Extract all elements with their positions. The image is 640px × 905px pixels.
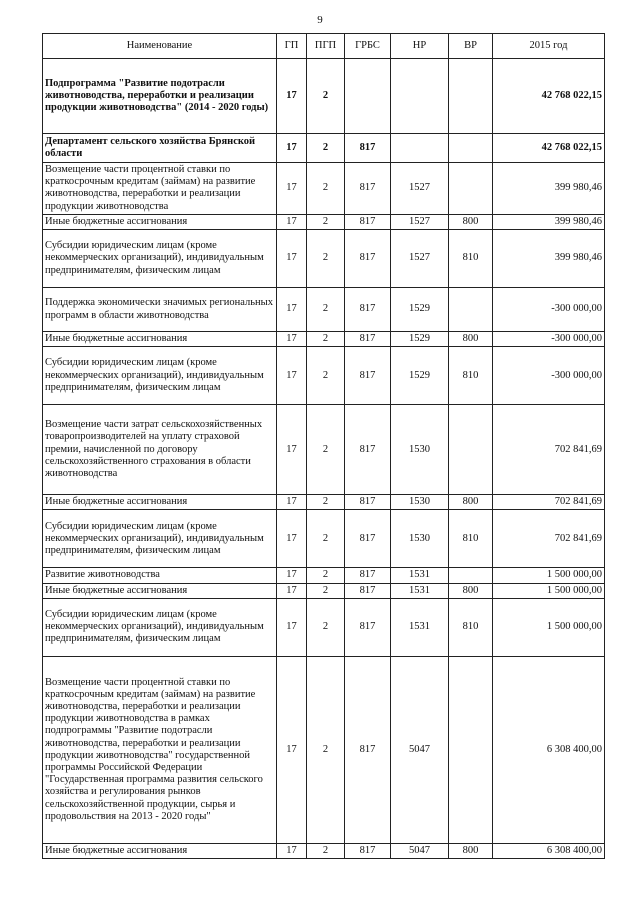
cell-pgp: 2	[307, 843, 345, 858]
cell-pgp: 2	[307, 332, 345, 347]
cell-amount: -300 000,00	[493, 288, 605, 332]
cell-amount: 42 768 022,15	[493, 59, 605, 134]
table-body	[43, 59, 605, 859]
cell-name: Поддержка экономически значимых региональных программ в области животноводства	[43, 288, 277, 332]
cell-nr: 1530	[391, 495, 449, 510]
table-row	[43, 163, 605, 215]
table-row	[43, 510, 605, 568]
cell-gp: 17	[277, 214, 307, 229]
column-header-name: Наименование	[43, 34, 277, 59]
column-header-year: 2015 год	[493, 34, 605, 59]
cell-gp: 17	[277, 405, 307, 495]
cell-gp: 17	[277, 510, 307, 568]
cell-pgp: 2	[307, 495, 345, 510]
cell-amount: 1 500 000,00	[493, 598, 605, 656]
cell-grbs: 817	[345, 656, 391, 843]
cell-gp: 17	[277, 495, 307, 510]
page-number: 9	[317, 14, 323, 26]
cell-vr	[449, 405, 493, 495]
cell-nr: 1530	[391, 510, 449, 568]
cell-nr: 1531	[391, 568, 449, 583]
cell-grbs: 817	[345, 495, 391, 510]
cell-vr: 810	[449, 598, 493, 656]
cell-amount: 42 768 022,15	[493, 134, 605, 163]
cell-vr	[449, 163, 493, 215]
cell-grbs: 817	[345, 230, 391, 288]
cell-nr: 1527	[391, 163, 449, 215]
cell-gp: 17	[277, 598, 307, 656]
cell-nr: 1531	[391, 583, 449, 598]
cell-name: Развитие животноводства	[43, 568, 277, 583]
cell-amount: 702 841,69	[493, 510, 605, 568]
cell-grbs: 817	[345, 134, 391, 163]
cell-grbs: 817	[345, 347, 391, 405]
cell-amount: 702 841,69	[493, 405, 605, 495]
cell-pgp: 2	[307, 568, 345, 583]
cell-vr	[449, 59, 493, 134]
cell-gp: 17	[277, 843, 307, 858]
column-header-vr: ВР	[449, 34, 493, 59]
table-header	[43, 34, 605, 59]
cell-vr: 800	[449, 583, 493, 598]
cell-amount: 399 980,46	[493, 214, 605, 229]
cell-nr: 1530	[391, 405, 449, 495]
table-row	[43, 405, 605, 495]
column-header-grbs: ГРБС	[345, 34, 391, 59]
cell-amount: 702 841,69	[493, 495, 605, 510]
cell-vr	[449, 568, 493, 583]
cell-amount: 1 500 000,00	[493, 568, 605, 583]
cell-name: Возмещение части процентной ставки по краткосрочным кредитам (займам) на развитие животноводства, переработки и реализации продукции животноводства	[43, 163, 277, 215]
cell-grbs: 817	[345, 598, 391, 656]
cell-grbs: 817	[345, 843, 391, 858]
cell-gp: 17	[277, 332, 307, 347]
cell-gp: 17	[277, 230, 307, 288]
column-header-nr: НР	[391, 34, 449, 59]
cell-gp: 17	[277, 656, 307, 843]
cell-pgp: 2	[307, 405, 345, 495]
column-header-pgp: ПГП	[307, 34, 345, 59]
cell-name: Иные бюджетные ассигнования	[43, 495, 277, 510]
cell-nr: 1529	[391, 347, 449, 405]
cell-grbs: 817	[345, 288, 391, 332]
cell-grbs: 817	[345, 510, 391, 568]
cell-name: Субсидии юридическим лицам (кроме некоммерческих организаций), индивидуальным предпринимателям, физическим лицам	[43, 230, 277, 288]
cell-nr: 1529	[391, 288, 449, 332]
table-row	[43, 656, 605, 843]
cell-amount: -300 000,00	[493, 347, 605, 405]
cell-gp: 17	[277, 583, 307, 598]
cell-pgp: 2	[307, 656, 345, 843]
cell-gp: 17	[277, 568, 307, 583]
table-row	[43, 214, 605, 229]
cell-amount: -300 000,00	[493, 332, 605, 347]
cell-grbs: 817	[345, 568, 391, 583]
table-row	[43, 59, 605, 134]
budget-table	[42, 33, 605, 859]
cell-vr	[449, 134, 493, 163]
column-header-gp: ГП	[277, 34, 307, 59]
cell-grbs: 817	[345, 214, 391, 229]
cell-amount: 1 500 000,00	[493, 583, 605, 598]
cell-pgp: 2	[307, 510, 345, 568]
cell-amount: 399 980,46	[493, 163, 605, 215]
cell-name: Возмещение части затрат сельскохозяйственных товаропроизводителей на уплату страховой премии, начисленной по договору сельскохозяйственного страхования в области животноводства	[43, 405, 277, 495]
cell-nr: 1529	[391, 332, 449, 347]
cell-vr	[449, 288, 493, 332]
cell-gp: 17	[277, 59, 307, 134]
cell-name: Иные бюджетные ассигнования	[43, 214, 277, 229]
table-row	[43, 288, 605, 332]
cell-gp: 17	[277, 347, 307, 405]
table-row	[43, 568, 605, 583]
cell-pgp: 2	[307, 347, 345, 405]
table-row	[43, 230, 605, 288]
table-row	[43, 843, 605, 858]
cell-name: Иные бюджетные ассигнования	[43, 332, 277, 347]
table-row	[43, 332, 605, 347]
cell-nr: 1527	[391, 214, 449, 229]
cell-nr	[391, 134, 449, 163]
cell-nr: 1527	[391, 230, 449, 288]
cell-amount: 6 308 400,00	[493, 656, 605, 843]
cell-vr: 800	[449, 495, 493, 510]
cell-nr: 5047	[391, 656, 449, 843]
cell-grbs: 817	[345, 163, 391, 215]
table-row	[43, 583, 605, 598]
cell-grbs: 817	[345, 332, 391, 347]
cell-grbs: 817	[345, 583, 391, 598]
cell-name: Подпрограмма "Развитие подотрасли животноводства, переработки и реализации продукции животноводства" (2014 - 2020 годы)	[43, 59, 277, 134]
cell-vr: 800	[449, 332, 493, 347]
cell-pgp: 2	[307, 59, 345, 134]
cell-name: Иные бюджетные ассигнования	[43, 583, 277, 598]
cell-gp: 17	[277, 134, 307, 163]
cell-gp: 17	[277, 288, 307, 332]
table-row	[43, 495, 605, 510]
cell-pgp: 2	[307, 214, 345, 229]
cell-pgp: 2	[307, 134, 345, 163]
cell-gp: 17	[277, 163, 307, 215]
cell-amount: 6 308 400,00	[493, 843, 605, 858]
cell-name: Иные бюджетные ассигнования	[43, 843, 277, 858]
cell-nr	[391, 59, 449, 134]
cell-nr: 1531	[391, 598, 449, 656]
cell-vr: 800	[449, 843, 493, 858]
cell-vr: 810	[449, 230, 493, 288]
cell-pgp: 2	[307, 163, 345, 215]
table-row	[43, 598, 605, 656]
cell-grbs: 817	[345, 405, 391, 495]
cell-vr: 800	[449, 214, 493, 229]
cell-name: Департамент сельского хозяйства Брянской области	[43, 134, 277, 163]
cell-pgp: 2	[307, 230, 345, 288]
cell-grbs	[345, 59, 391, 134]
cell-pgp: 2	[307, 583, 345, 598]
table-row	[43, 134, 605, 163]
cell-name: Субсидии юридическим лицам (кроме некоммерческих организаций), индивидуальным предпринимателям, физическим лицам	[43, 598, 277, 656]
cell-amount: 399 980,46	[493, 230, 605, 288]
cell-name: Субсидии юридическим лицам (кроме некоммерческих организаций), индивидуальным предпринимателям, физическим лицам	[43, 510, 277, 568]
table-row	[43, 347, 605, 405]
cell-nr: 5047	[391, 843, 449, 858]
cell-pgp: 2	[307, 598, 345, 656]
cell-pgp: 2	[307, 288, 345, 332]
cell-name: Возмещение части процентной ставки по краткосрочным кредитам (займам) на развитие животноводства, переработки и реализации продукции животноводства в рамках подпрограммы "Развитие подотрасли животноводства, переработки и реализации продукции животноводства" государственной программы Российской Федерации "Государственная программа развития сельского хозяйства и регулирования рынков сельскохозяйственной продукции, сырья и продовольствия на 2013 - 2020 годы"	[43, 656, 277, 843]
cell-vr: 810	[449, 510, 493, 568]
cell-vr	[449, 656, 493, 843]
cell-vr: 810	[449, 347, 493, 405]
cell-name: Субсидии юридическим лицам (кроме некоммерческих организаций), индивидуальным предпринимателям, физическим лицам	[43, 347, 277, 405]
